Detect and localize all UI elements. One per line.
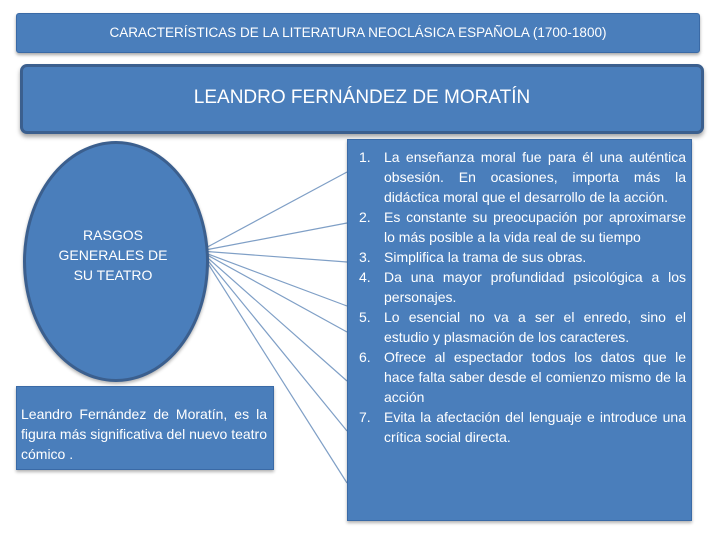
trait-item <box>353 407 686 447</box>
connector-line-2 <box>200 223 347 251</box>
note-text: Leandro Fernández de Moratín, es la figura más significativa del nuevo teatro cómico . <box>21 406 267 462</box>
trait-item <box>353 267 686 307</box>
connector-line-1 <box>200 172 347 251</box>
page-title: CARACTERÍSTICAS DE LA LITERATURA NEOCLÁSICA ESPAÑOLA (1700-1800) <box>109 25 607 40</box>
trait-text: Evita la afectación del lenguaje e introduce una crítica social directa. <box>384 409 686 445</box>
trait-number: 1. <box>359 149 371 165</box>
trait-text: Es constante su preocupación por aproximarse lo más posible a la vida real de su tiempo <box>384 209 686 245</box>
trait-text: Simplifica la trama de sus obras. <box>384 249 587 265</box>
center-label-line-2: GENERALES DE <box>58 247 168 263</box>
trait-item <box>353 307 686 347</box>
author-name: LEANDRO FERNÁNDEZ DE MORATÍN <box>193 87 531 108</box>
trait-number: 3. <box>359 249 371 265</box>
trait-text: Ofrece al espectador todos los datos que le hace falta saber desde el comienzo mismo de la acción <box>384 349 686 405</box>
note-box <box>16 386 274 470</box>
connector-line-3 <box>200 251 347 262</box>
traits-box <box>347 139 692 521</box>
trait-text: Lo esencial no va a ser el enredo, sino el estudio y plasmación de los caracteres. <box>384 309 686 345</box>
trait-item <box>353 347 686 407</box>
center-label-line-3: SU TEATRO <box>73 267 153 283</box>
trait-text: La enseñanza moral fue para él una auténtica obsesión. En ocasiones, importa más la didáctica moral que el desarrollo de la acción. <box>384 149 686 205</box>
connector-line-5 <box>200 251 347 332</box>
connector-line-6 <box>200 251 347 381</box>
trait-number: 4. <box>359 269 371 285</box>
center-label <box>36 225 190 285</box>
trait-item <box>353 147 686 207</box>
center-label-line-1: RASGOS <box>83 227 143 243</box>
trait-text: Da una mayor profundidad psicológica a los personajes. <box>384 269 686 305</box>
trait-number: 5. <box>359 309 371 325</box>
trait-item <box>353 207 686 247</box>
trait-number: 7. <box>359 409 371 425</box>
traits-list <box>348 140 691 447</box>
trait-number: 6. <box>359 349 371 365</box>
trait-number: 2. <box>359 209 371 225</box>
trait-item <box>353 247 686 267</box>
